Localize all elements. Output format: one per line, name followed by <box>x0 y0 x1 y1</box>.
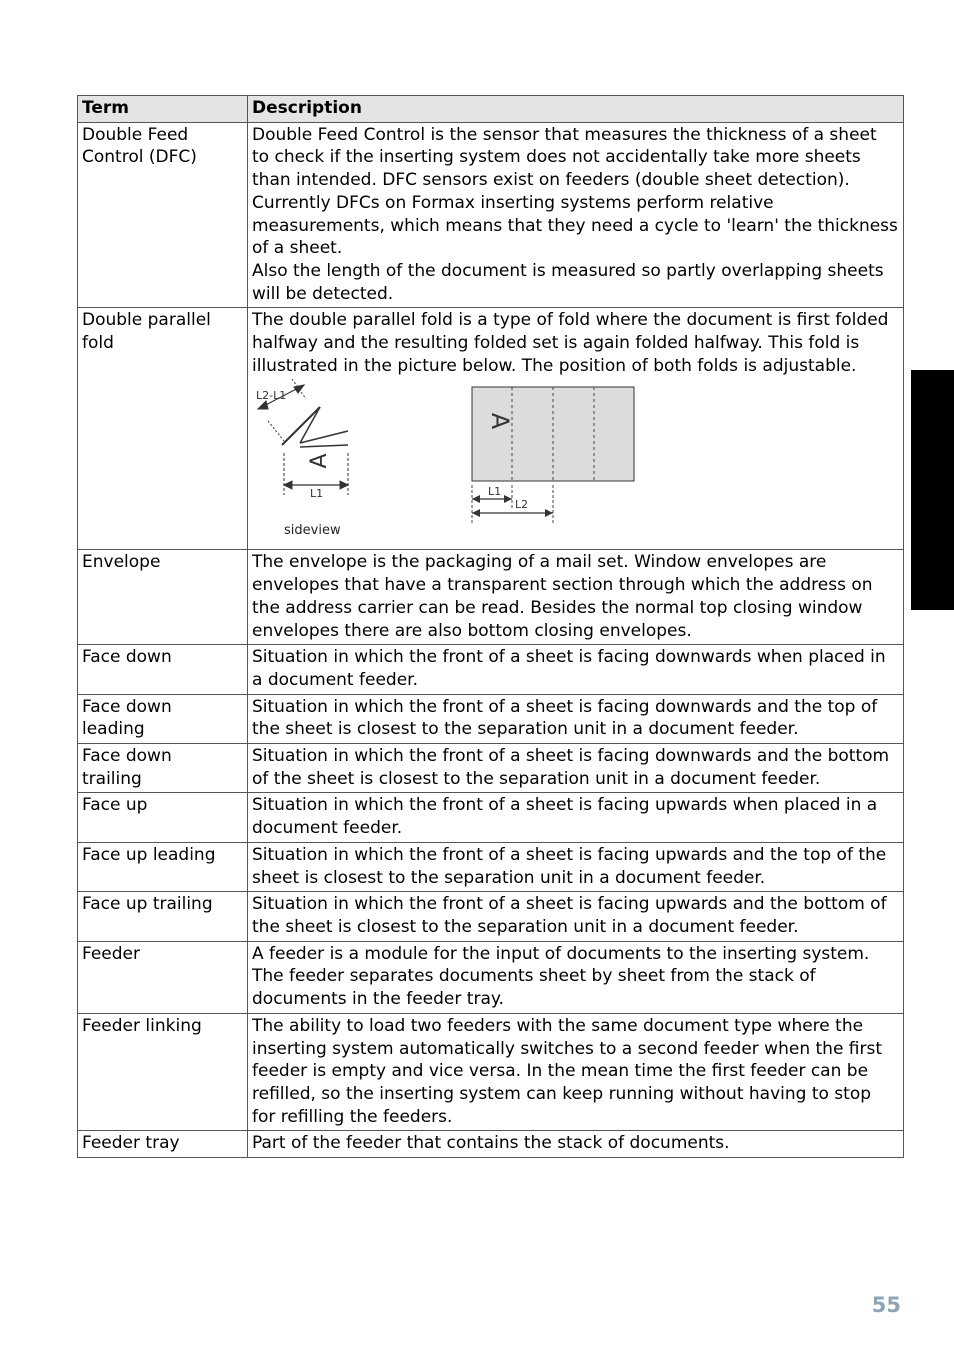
table-row <box>78 892 904 941</box>
table-row <box>78 842 904 891</box>
table-row <box>78 122 904 308</box>
table-row <box>78 941 904 1013</box>
table-row <box>78 1013 904 1131</box>
description-cell: The ability to load two feeders with the same document type where the inserting system automatically switches to a second feeder when the first feeder is empty and vice versa. In the mean time the first feeder can be refilled, so the inserting system can keep running without having to stop for refilling the feeders. <box>248 1013 904 1131</box>
description-cell: Situation in which the front of a sheet is facing downwards and the bottom of the sheet is closest to the separation unit in a document feeder. <box>248 744 904 793</box>
frontview-letter: A <box>486 413 514 430</box>
table-row <box>78 308 904 550</box>
sideview-caption: sideview <box>284 523 341 539</box>
chapter-side-tab <box>911 370 954 610</box>
page-number: 55 <box>871 1293 901 1317</box>
label-l1-frontview: L1 <box>488 485 502 499</box>
term-cell: Face down <box>78 645 248 694</box>
description-cell: Situation in which the front of a sheet is facing upwards when placed in a document feeder. <box>248 793 904 842</box>
term-cell: Feeder tray <box>78 1131 248 1158</box>
description-cell: The envelope is the packaging of a mail set. Window envelopes are envelopes that have a transparent section through which the address on the address carrier can be read. Besides the normal top closing window envelopes there are also bottom closing envelopes. <box>248 550 904 645</box>
description-text: The double parallel fold is a type of fold where the document is first folded halfway and the resulting folded set is again folded halfway. This fold is illustrated in the picture below. The position of both folds is adjustable. <box>252 310 889 376</box>
table-row <box>78 645 904 694</box>
fold-illustration <box>248 379 648 547</box>
description-cell: Situation in which the front of a sheet is facing upwards and the bottom of the sheet is closest to the separation unit in a document feeder. <box>248 892 904 941</box>
table-row <box>78 694 904 743</box>
header-description: Description <box>248 96 904 123</box>
description-cell <box>248 308 904 550</box>
header-term: Term <box>78 96 248 123</box>
label-l2-l1: L2-L1 <box>256 389 287 403</box>
table-row <box>78 550 904 645</box>
table-header-row <box>78 96 904 123</box>
term-cell: Face up <box>78 793 248 842</box>
glossary-table <box>77 95 904 1158</box>
term-cell: Double Feed Control (DFC) <box>78 122 248 308</box>
term-cell: Double parallel fold <box>78 308 248 550</box>
term-cell: Face up trailing <box>78 892 248 941</box>
description-cell: A feeder is a module for the input of documents to the inserting system. The feeder separates documents sheet by sheet from the stack of documents in the feeder tray. <box>248 941 904 1013</box>
sideview-letter: A <box>307 453 332 469</box>
term-cell: Envelope <box>78 550 248 645</box>
term-cell: Face down leading <box>78 694 248 743</box>
description-cell: Situation in which the front of a sheet is facing downwards and the top of the sheet is closest to the separation unit in a document feeder. <box>248 694 904 743</box>
term-cell: Face up leading <box>78 842 248 891</box>
description-cell: Part of the feeder that contains the stack of documents. <box>248 1131 904 1158</box>
table-row <box>78 744 904 793</box>
label-l2-frontview: L2 <box>515 498 529 512</box>
description-cell: Double Feed Control is the sensor that measures the thickness of a sheet to check if the inserting system does not accidentally take more sheets than intended. DFC sensors exist on feeders (double sheet detection). Currently DFCs on Formax inserting systems perform relative measurements, which means that they need a cycle to 'learn' the thickness of a sheet. Also the length of the document is measured so partly overlapping sheets will be detected. <box>248 122 904 308</box>
table-row <box>78 793 904 842</box>
frontview-sheet-drawing <box>472 387 634 525</box>
term-cell: Feeder linking <box>78 1013 248 1131</box>
description-cell: Situation in which the front of a sheet is facing downwards when placed in a document feeder. <box>248 645 904 694</box>
term-cell: Feeder <box>78 941 248 1013</box>
table-row <box>78 1131 904 1158</box>
double-parallel-fold-figure <box>252 379 899 547</box>
description-cell: Situation in which the front of a sheet is facing upwards and the top of the sheet is closest to the separation unit in a document feeder. <box>248 842 904 891</box>
label-l1-sideview: L1 <box>310 487 324 501</box>
term-cell: Face down trailing <box>78 744 248 793</box>
